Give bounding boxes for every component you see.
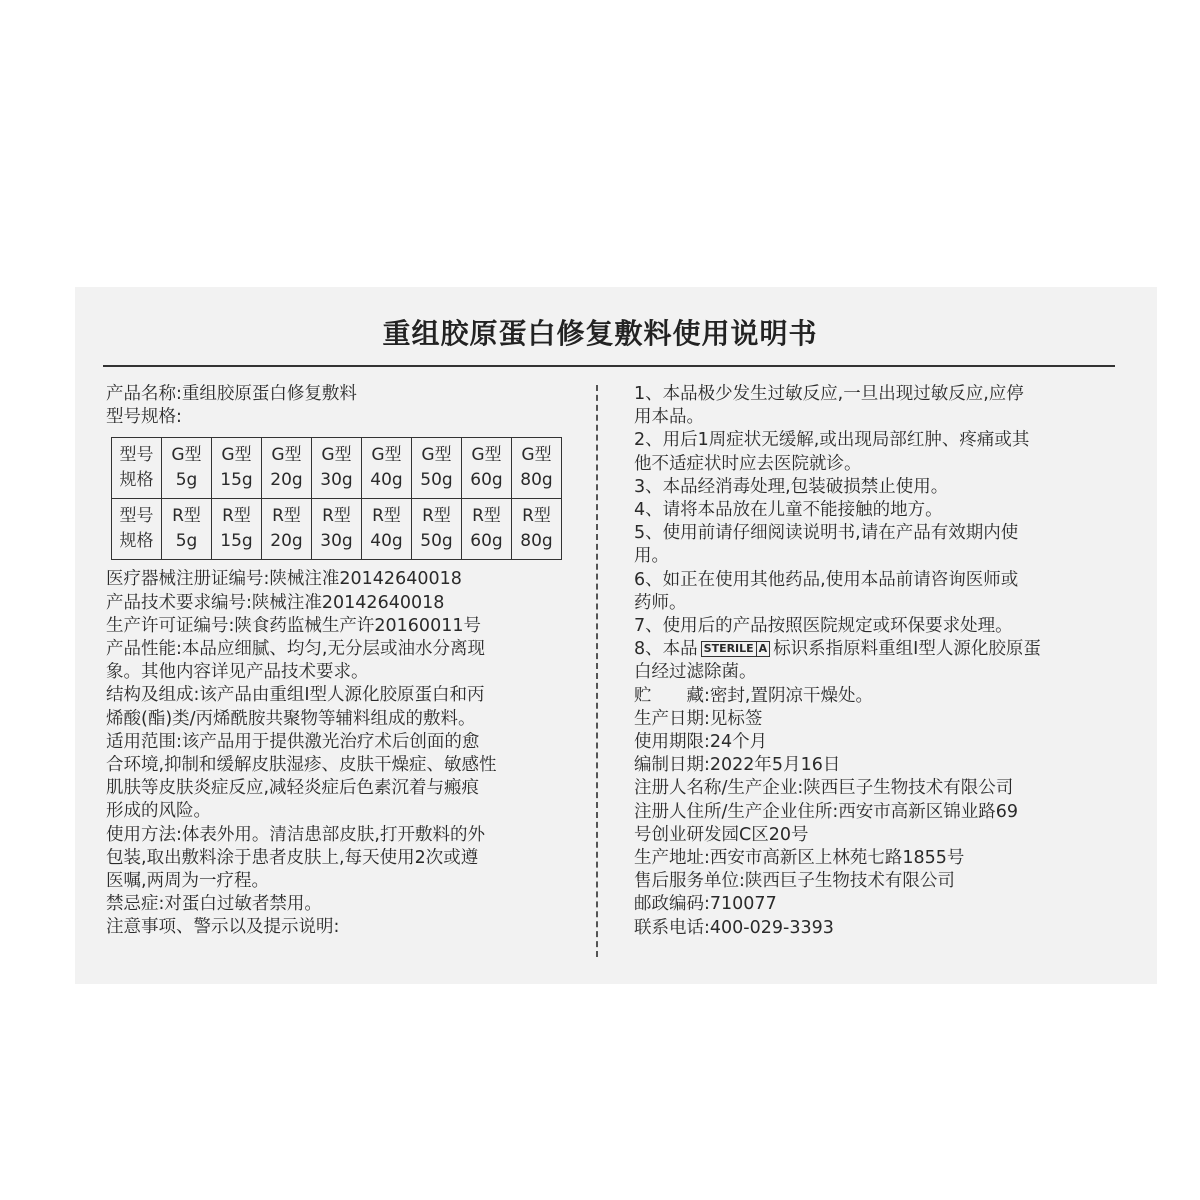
cell-spec: 40g [370,470,403,491]
right-column [634,383,1114,940]
header-spec-label: 规格 [119,531,154,552]
header-type-label: 型号 [119,506,154,527]
spec-cell [362,499,412,560]
info-line: 生产地址:西安市高新区上林苑七路1855号 [634,848,965,869]
info-line: 邮政编码:710077 [634,894,777,915]
product-name: 产品名称:重组胶原蛋白修复敷料 [106,384,357,404]
header-type-label: 型号 [119,445,154,466]
cell-spec: 50g [420,531,453,552]
spec-cell [162,499,212,560]
cell-spec: 80g [520,531,553,552]
cell-type: R型 [222,506,251,527]
spec-row [112,499,562,560]
precaution-line: 4、请将本品放在儿童不能接触的地方。 [634,500,943,521]
cell-type: G型 [271,445,302,466]
cell-spec: 20g [270,531,303,552]
item8-suffix: 标识系指原料重组I型人源化胶原蛋 [773,639,1041,660]
cell-type: G型 [371,445,402,466]
cell-type: R型 [372,506,401,527]
spec-cell [312,438,362,499]
text-line: 适用范围:该产品用于提供激光治疗术后创面的愈 [106,731,480,752]
cell-spec: 30g [320,531,353,552]
spec-cell [362,438,412,499]
cell-type: R型 [522,506,551,527]
cell-spec: 40g [370,531,403,552]
header-spec-label: 规格 [119,470,154,491]
sterile-text: STERILE [703,642,754,656]
sterile-box: A [756,642,768,656]
left-column [106,383,580,940]
text-line: 禁忌症:对蛋白过敏者禁用。 [106,894,322,915]
text-line: 形成的风险。 [106,801,211,822]
spec-cell [162,438,212,499]
cell-type: G型 [221,445,252,466]
cell-spec: 15g [220,531,253,552]
left-text-block [106,568,580,939]
precaution-line: 药师。 [634,592,687,613]
cell-spec: 50g [420,470,453,491]
text-line: 烯酸(酯)类/丙烯酰胺共聚物等辅料组成的敷料。 [106,708,476,729]
cell-type: R型 [172,506,201,527]
info-line: 使用期限:24个月 [634,732,768,753]
info-line: 号创业研发园C区20号 [634,824,809,845]
cell-spec: 60g [470,531,503,552]
info-line: 贮 藏:密封,置阴凉干燥处。 [634,685,873,706]
spec-cell [462,499,512,560]
product-info-block [634,661,1114,939]
precaution-line: 5、使用前请仔细阅读说明书,请在产品有效期内使 [634,523,1019,544]
cell-spec: 5g [175,470,198,491]
cell-type: G型 [171,445,202,466]
spec-cell [512,438,562,499]
precaution-line: 6、如正在使用其他药品,使用本品前请咨询医师或 [634,569,1019,590]
text-line: 肌肤等皮肤炎症反应,减轻炎症后色素沉着与瘢痕 [106,778,480,799]
precaution-item-8 [634,638,1114,661]
precaution-line: 用。 [634,546,669,567]
cell-spec: 30g [320,470,353,491]
info-line: 编制日期:2022年5月16日 [634,755,841,776]
info-line: 生产日期:见标签 [634,708,763,729]
info-line: 联系电话:400-029-3393 [634,917,834,938]
text-line: 注意事项、警示以及提示说明: [106,917,340,938]
spec-cell [262,499,312,560]
spec-cell [212,438,262,499]
cell-spec: 80g [520,470,553,491]
spec-cell [212,499,262,560]
spec-cell [412,438,462,499]
title-rule [103,365,1115,367]
text-line: 医疗器械注册证编号:陕械注准20142640018 [106,569,462,590]
text-line: 产品技术要求编号:陕械注准20142640018 [106,592,445,613]
cell-type: G型 [471,445,502,466]
precaution-line: 1、本品极少发生过敏反应,一旦出现过敏反应,应停 [634,384,1024,404]
text-line: 生产许可证编号:陕食药监械生产许20160011号 [106,615,481,636]
text-line: 医嘱,两周为一疗程。 [106,871,270,892]
cell-type: R型 [472,506,501,527]
info-line: 注册人名称/生产企业:陕西巨子生物技术有限公司 [634,778,1014,799]
text-line: 包装,取出敷料涂于患者皮肤上,每天使用2次或遵 [106,847,479,868]
info-line: 白经过滤除菌。 [634,662,757,683]
cell-spec: 20g [270,470,303,491]
sterile-a-mark [701,641,771,657]
spec-cell [512,499,562,560]
item8-prefix: 8、本品 [634,639,698,660]
precautions-list [634,383,1114,638]
document-title: 重组胶原蛋白修复敷料使用说明书 [382,317,818,350]
model-spec-label: 型号规格: [106,407,182,428]
cell-type: G型 [321,445,352,466]
precaution-line: 3、本品经消毒处理,包装破损禁止使用。 [634,476,949,497]
precaution-line: 用本品。 [634,407,704,428]
precaution-line: 2、用后1周症状无缓解,或出现局部红肿、疼痛或其 [634,430,1030,451]
precaution-line: 他不适症状时应去医院就诊。 [634,453,862,474]
cell-type: G型 [421,445,452,466]
column-divider [596,385,598,957]
spec-cell [262,438,312,499]
info-line: 注册人住所/生产企业住所:西安市高新区锦业路69 [634,801,1019,822]
info-line: 售后服务单位:陕西巨子生物技术有限公司 [634,871,955,892]
spec-cell [412,499,462,560]
text-line: 合环境,抑制和缓解皮肤湿疹、皮肤干燥症、敏感性 [106,755,497,776]
cell-spec: 15g [220,470,253,491]
text-line: 象。其他内容详见产品技术要求。 [106,662,369,683]
text-line: 结构及组成:该产品由重组I型人源化胶原蛋白和丙 [106,685,485,706]
text-line: 产品性能:本品应细腻、均匀,无分层或油水分离现 [106,639,485,660]
spec-cell [462,438,512,499]
cell-type: R型 [272,506,301,527]
cell-type: G型 [521,445,552,466]
cell-spec: 5g [175,531,198,552]
spec-row-header [112,499,162,560]
cell-type: R型 [322,506,351,527]
text-line: 使用方法:体表外用。清洁患部皮肤,打开敷料的外 [106,824,485,845]
spec-row-header [112,438,162,499]
cell-spec: 60g [470,470,503,491]
spec-table [111,437,562,560]
spec-row [112,438,562,499]
cell-type: R型 [422,506,451,527]
spec-cell [312,499,362,560]
precaution-line: 7、使用后的产品按照医院规定或环保要求处理。 [634,616,1013,637]
